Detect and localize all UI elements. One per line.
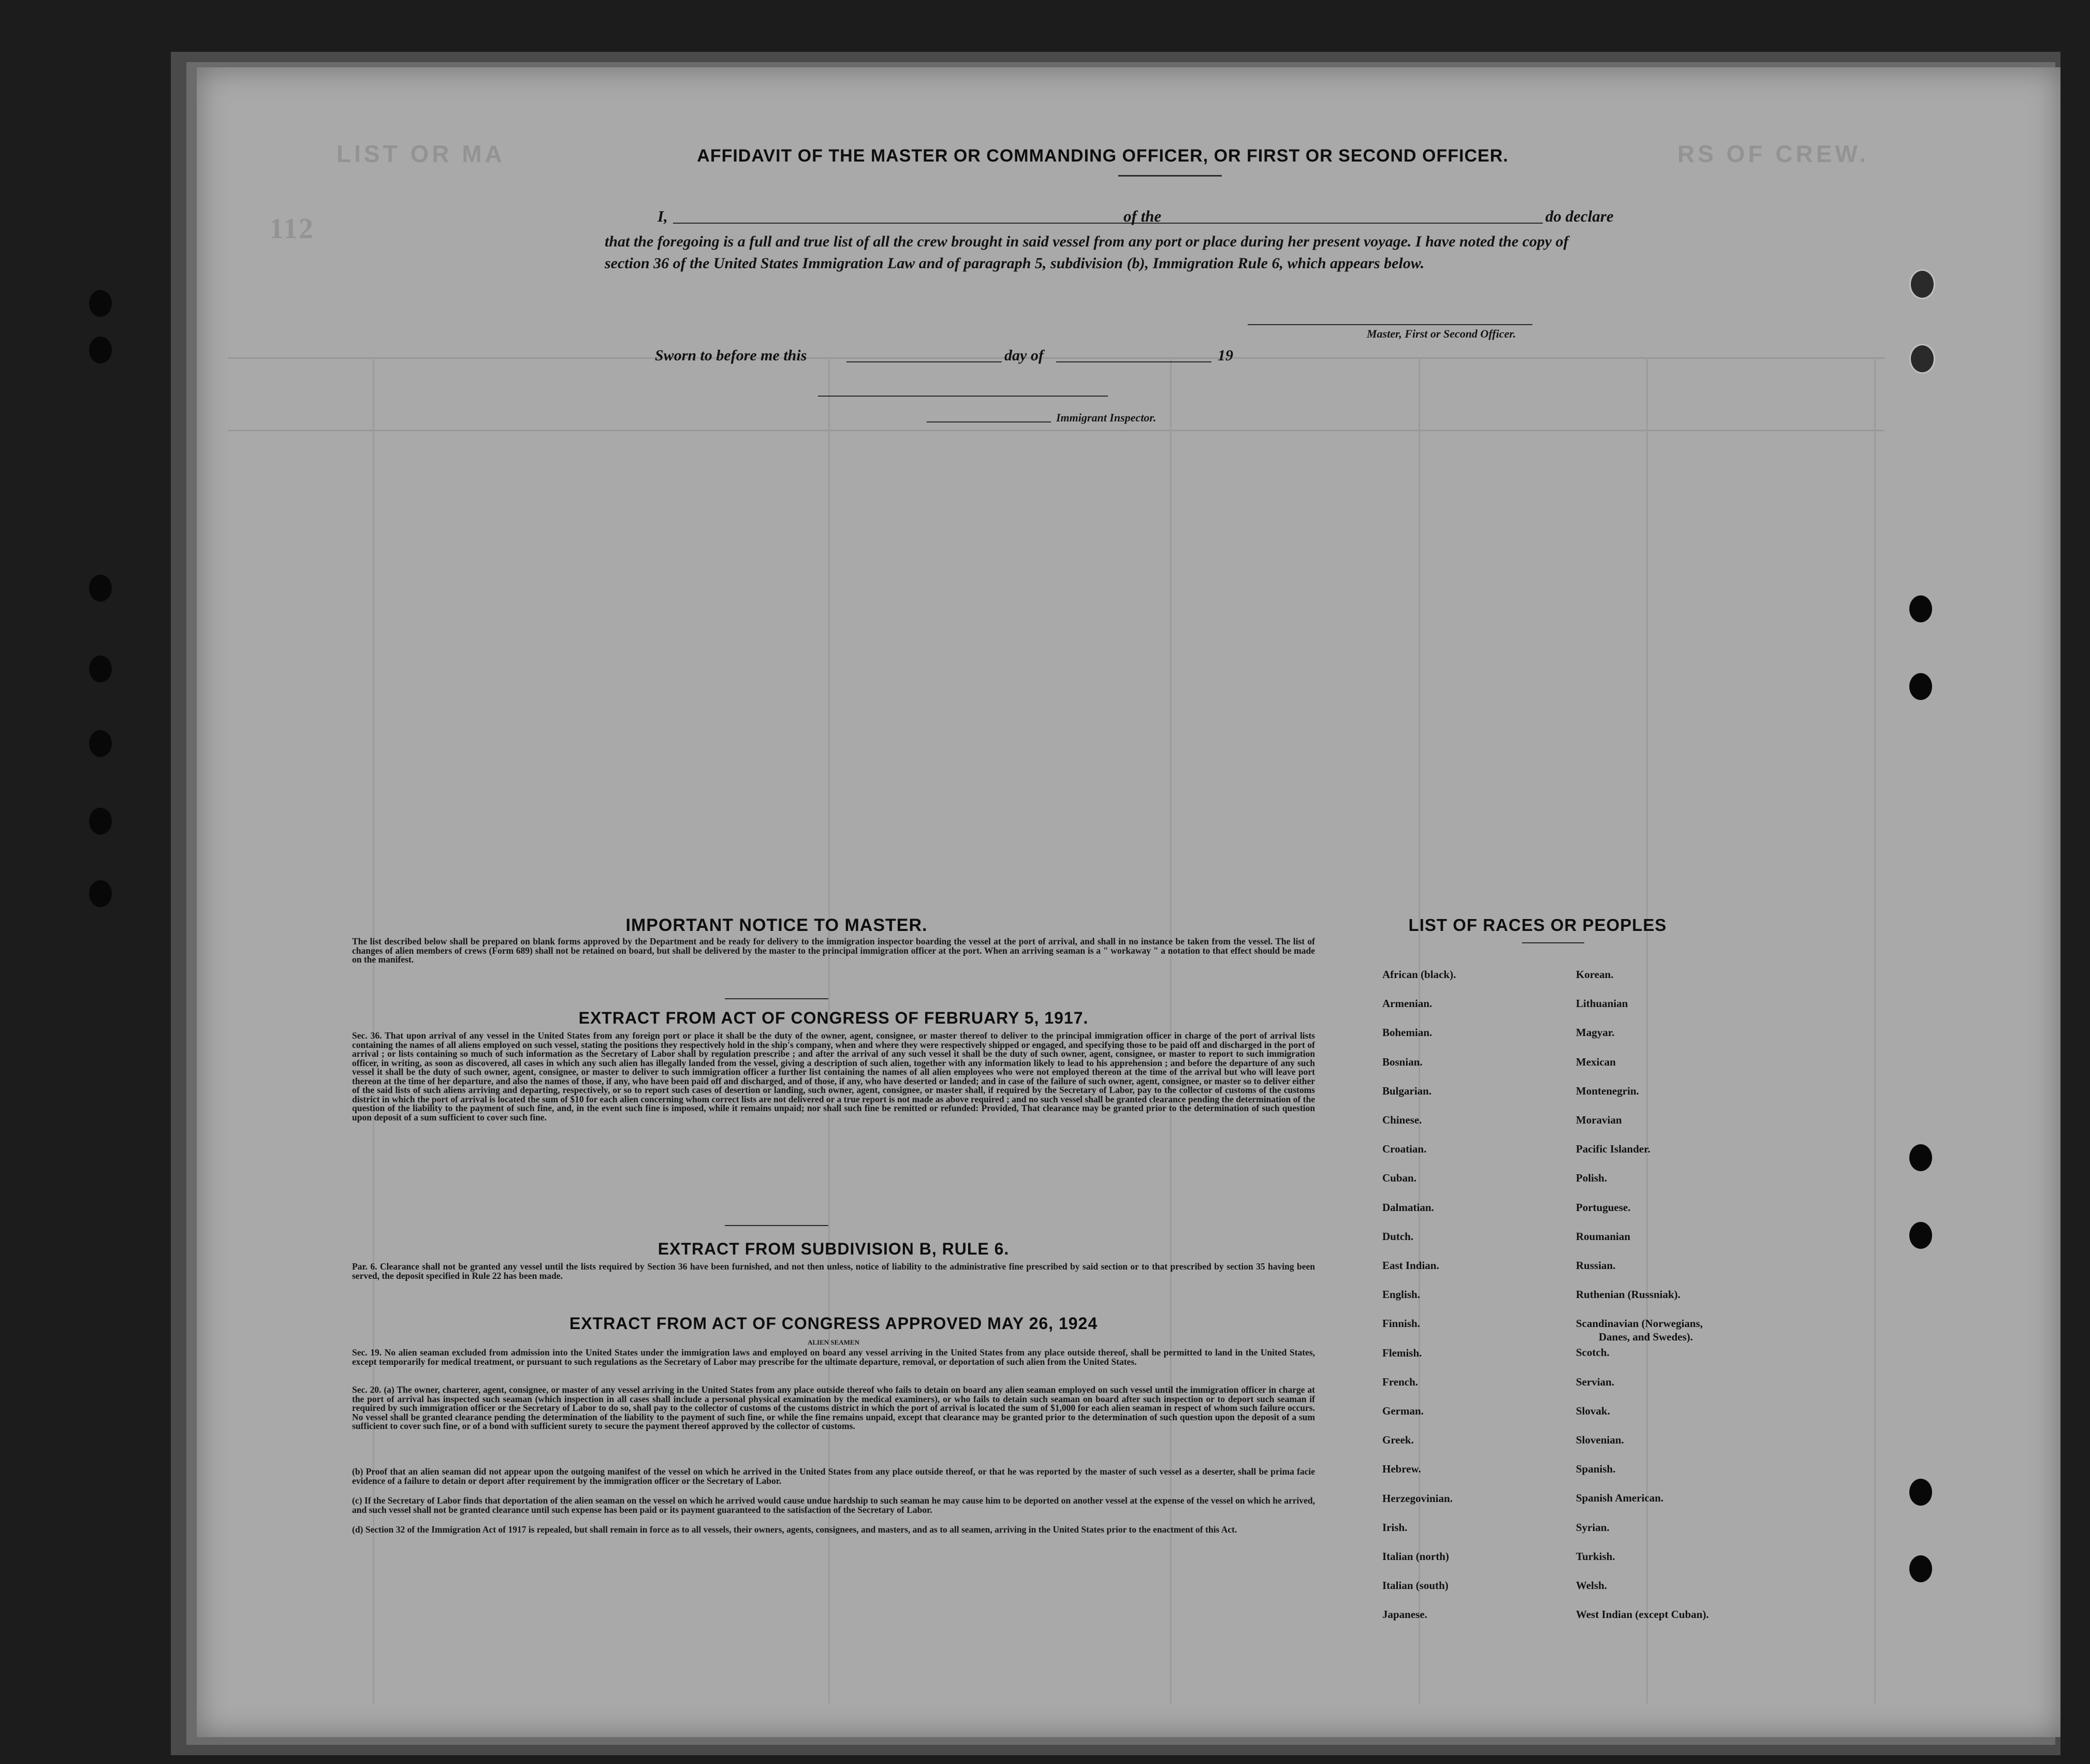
race-item-right: Lithuanian	[1576, 997, 1628, 1010]
bleed-through-page-number: 112	[269, 213, 314, 245]
bleed-through-column	[1874, 357, 1876, 1703]
name-blank-line	[673, 223, 1170, 224]
race-item-right: Pacific Islander.	[1576, 1143, 1650, 1156]
sworn-day-line	[846, 361, 1002, 362]
affidavit-i-label: I,	[657, 207, 668, 225]
extract-1917-title: EXTRACT FROM ACT OF CONGRESS OF FEBRUARY 5, 1917.	[578, 1009, 1089, 1027]
punch-hole	[1909, 1222, 1932, 1249]
race-item-left: Dalmatian.	[1382, 1201, 1434, 1214]
race-item-left: Irish.	[1382, 1521, 1408, 1534]
race-item-right: Servian.	[1576, 1375, 1615, 1388]
races-title: LIST OF RACES OR PEOPLES	[1408, 915, 1667, 935]
race-item-right: Slovak.	[1576, 1404, 1610, 1417]
year-prefix: 19	[1218, 347, 1233, 364]
race-item-right: Mexican	[1576, 1055, 1616, 1068]
race-item-left: German.	[1382, 1405, 1424, 1417]
race-item-left: Croatian.	[1382, 1143, 1427, 1156]
race-item-left: Chinese.	[1382, 1114, 1422, 1126]
race-item-left: Bohemian.	[1382, 1026, 1433, 1039]
day-of-label: day of	[1004, 347, 1044, 364]
extract-rule6-body: Par. 6. Clearance shall not be granted any vessel until the lists required by Section 36 have been furnished, and not then unless, notice of liability to the administrative fine prescribed by said section or to that prescribed by section 35 having been served, the deposit specified in Rule 22 has been made.	[352, 1261, 1315, 1281]
race-item-right: Montenegrin.	[1576, 1084, 1639, 1097]
extract-1924-subtitle: ALIEN SEAMEN	[807, 1338, 860, 1346]
master-signature-line	[1248, 324, 1532, 325]
punch-hole	[89, 655, 112, 682]
race-item-left: Italian (south)	[1382, 1579, 1449, 1592]
race-item-right: Syrian.	[1576, 1521, 1610, 1534]
race-item-right: Magyar.	[1576, 1026, 1615, 1039]
race-item-left: Finnish.	[1382, 1317, 1420, 1330]
race-item-left: Hebrew.	[1382, 1463, 1421, 1476]
punch-hole	[89, 337, 112, 363]
notice-divider	[725, 998, 828, 999]
extract-1917-divider	[725, 1225, 828, 1226]
punch-hole	[1909, 269, 1935, 299]
race-item-right: Welsh.	[1576, 1579, 1607, 1592]
punch-hole	[89, 290, 112, 317]
race-item-right: Danes, and Swedes).	[1599, 1331, 1693, 1344]
race-item-right: Portuguese.	[1576, 1201, 1631, 1214]
race-item-left: Japanese.	[1382, 1608, 1427, 1621]
extract-1917-body: Sec. 36. That upon arrival of any vessel in the United States from any foreign port or place it shall be the duty of the owner, agent, consignee, or master thereof to deliver to the principal immigration officer in charge of the port of arrival lists containing the names of all aliens employed on such vessel, stating the positions they respectively hold in the ship's company, when and where they were respectively shipped or engaged, and specifying those to be paid off and discharged in the port of arrival ; or lists containing so much of such information as the Secretary of Labor shall by regulation prescribe ; and after the arrival of any such vessel it shall be the duty of such owner, agent, consignee, or master to report to such immigration officer, in writing, as soon as discovered, all cases in which any such alien has illegally landed from the vessel, giving a description of such alien, together with any information likely to lead to his apprehension ; and before the departure of any such vessel it shall be the duty of such owner, agent, consignee, or master to deliver to such immigration officer a further list containing the names of all alien employees who were not employed thereon at the time of the arrival but who will leave port thereon at the time of her departure, and also the names of those, if any, who have been paid off and discharged, and of those, if any, who have deserted or landed; and in case of the failure of such owner, agent, consignee, or master so to deliver either of the said lists of such aliens arriving and departing, respectively, or so to report such cases of desertion or landing, such owner, agent, consignee, or master shall, if required by the Secretary of Labor, pay to the collector of customs of the customs district in which the port of arrival is located the sum of $10 for each alien concerning whom correct lists are not delivered or a true report is not made as above required ; and no such vessel shall be granted clearance pending the determination of the question of the liability to the payment of such fine, and, in the event such fine is imposed, while it remains unpaid; nor shall such fine be remitted or refunded: Provided, That clearance may be granted prior to the determination of such question upon deposit of a sum sufficient to cover such fine.	[352, 1030, 1315, 1122]
races-title-underline	[1522, 942, 1584, 943]
punch-hole	[89, 575, 112, 602]
master-caption: Master, First or Second Officer.	[1367, 327, 1516, 340]
race-item-left: African (black).	[1382, 968, 1456, 981]
inspector-dash-line	[927, 421, 1051, 422]
affidavit-body: that the foregoing is a full and true list of all the crew brought in said vessel from any port or place during her present voyage. I have noted the copy of section 36 of the United States Immigration Law and of paragraph 5, subdivision (b), Immigration Rule 6, which appears below.	[605, 233, 1569, 272]
race-item-right: Moravian	[1576, 1114, 1622, 1126]
affidavit-of-the-label: of the	[1123, 207, 1162, 225]
race-item-left: English.	[1382, 1288, 1420, 1301]
race-item-right: Roumanian	[1576, 1230, 1631, 1243]
punch-hole	[1909, 1144, 1932, 1171]
punch-hole	[1909, 595, 1932, 622]
punch-hole	[1909, 1555, 1932, 1582]
extract-1924-sec20: Sec. 20. (a) The owner, charterer, agent, consignee, or master of any vessel arriving in the United States from any place outside thereof who fails to detain on board any alien seaman employed on such vessel until the immigration officer in charge at the port of arrival has inspected such seaman (which inspection in all cases shall include a personal physical examination by the medical examiners), or who fails to detain such seaman on board after such inspection or to deport such seaman if required by such immigration officer or the Secretary of Labor to do so, shall pay to the collector of customs of the customs district in which the port of arrival is located the sum of $1,000 for each alien seaman in respect of whom such failure occurs. No vessel shall be granted clearance pending the determination of the liability to the payment of such fine, or while the fine remains unpaid, except that clearance may be granted prior to the determination of such question upon the deposit of a sum sufficient to cover such fine, or of a bond with sufficient surety to secure the payment thereof approved by the collector of customs.	[352, 1384, 1315, 1431]
race-item-left: Armenian.	[1382, 997, 1433, 1010]
race-item-left: Herzegovinian.	[1382, 1492, 1453, 1505]
punch-hole	[89, 730, 112, 757]
document-page	[197, 67, 2060, 1737]
inspector-signature-line	[818, 396, 1108, 397]
race-item-right: Ruthenian (Russniak).	[1576, 1288, 1680, 1301]
affidavit-do-declare: do declare	[1545, 207, 1614, 225]
race-item-right: Spanish.	[1576, 1463, 1616, 1476]
race-item-right: Turkish.	[1576, 1550, 1615, 1563]
sworn-label: Sworn to before me this	[655, 347, 807, 364]
race-item-right: Scandinavian (Norwegians,	[1576, 1317, 1703, 1330]
punch-hole	[1909, 1479, 1932, 1506]
bleed-through-rule	[228, 357, 1884, 359]
extract-1924-sec19: Sec. 19. No alien seaman excluded from admission into the United States under the immigration laws and employed on board any vessel arriving in the United States from any place outside thereof, shall be permitted to land in the United States, except temporarily for medical treatment, or pursuant to such regulations as the Secretary of Labor may prescribe for the ultimate departure, removal, or deportation of such alien from the United States.	[352, 1347, 1315, 1367]
race-item-left: Dutch.	[1382, 1230, 1414, 1243]
race-item-left: Bosnian.	[1382, 1055, 1423, 1068]
race-item-right: Slovenian.	[1576, 1434, 1624, 1446]
inspector-caption: Immigrant Inspector.	[1056, 411, 1157, 424]
race-item-right: Polish.	[1576, 1172, 1607, 1185]
bleed-through-heading: LIST OR MA	[337, 140, 505, 167]
race-item-right: Russian.	[1576, 1259, 1616, 1272]
sworn-month-line	[1056, 361, 1211, 362]
bleed-through-rule	[228, 430, 1884, 431]
extract-1924-sec20c: (c) If the Secretary of Labor finds that deportation of the alien seaman on the vessel on which he arrived would cause undue hardship to such seaman he may cause him to be deported on another vessel at the expense of the vessel on which he arrived, and such vessel shall not be granted clearance until such expense has been paid or its payment guaranteed to the satisfaction of the Secretary of Labor.	[352, 1495, 1315, 1515]
race-item-left: Flemish.	[1382, 1346, 1422, 1359]
race-item-right: Spanish American.	[1576, 1492, 1664, 1505]
race-item-left: Greek.	[1382, 1434, 1414, 1447]
punch-hole	[1909, 344, 1935, 374]
race-item-left: French.	[1382, 1375, 1419, 1388]
race-item-right: Scotch.	[1576, 1346, 1610, 1359]
notice-title: IMPORTANT NOTICE TO MASTER.	[625, 915, 928, 935]
extract-rule6-title: EXTRACT FROM SUBDIVISION B, RULE 6.	[657, 1240, 1010, 1258]
race-item-left: Bulgarian.	[1382, 1084, 1432, 1097]
punch-hole	[89, 808, 112, 835]
notice-body: The list described below shall be prepared on blank forms approved by the Department and be ready for delivery to the immigration inspector boarding the vessel at the port of arrival, and shall in no instance be taken from the vessel. The list of changes of alien members of crews (Form 689) shall not be retained on board, but shall be delivered by the master to the principal immigration officer at the port. When an arriving seaman is a " workaway " a notation to that effect should be made on the manifest.	[352, 936, 1315, 965]
race-item-left: East Indian.	[1382, 1259, 1439, 1272]
bleed-through-heading-right: RS OF CREW.	[1677, 140, 1869, 167]
punch-hole	[1909, 673, 1932, 700]
affidavit-title: AFFIDAVIT OF THE MASTER OR COMMANDING OFFICER, OR FIRST OR SECOND OFFICER.	[697, 146, 1509, 166]
race-item-right: Korean.	[1576, 968, 1614, 981]
title-underline	[1118, 175, 1222, 177]
race-item-right: West Indian (except Cuban).	[1576, 1608, 1709, 1621]
punch-hole	[89, 880, 112, 907]
extract-1924-sec20b: (b) Proof that an alien seaman did not appear upon the outgoing manifest of the vessel on which he arrived in the United States from any place outside thereof, or that he was reported by the master of such vessel as a deserter, shall be prima facie evidence of a failure to detain or deport after requirement by the immigration officer or the Secretary of Labor.	[352, 1466, 1315, 1486]
race-item-left: Cuban.	[1382, 1172, 1416, 1185]
race-item-left: Italian (north)	[1382, 1550, 1449, 1563]
vessel-blank-line	[1170, 223, 1543, 224]
extract-1924-title: EXTRACT FROM ACT OF CONGRESS APPROVED MAY 26, 1924	[569, 1314, 1098, 1333]
extract-1924-sec20d: (d) Section 32 of the Immigration Act of 1917 is repealed, but shall remain in force as to all vessels, their owners, agents, consignees, and masters, and as to all seamen, arriving in the United States prior to the enactment of this Act.	[352, 1524, 1237, 1535]
